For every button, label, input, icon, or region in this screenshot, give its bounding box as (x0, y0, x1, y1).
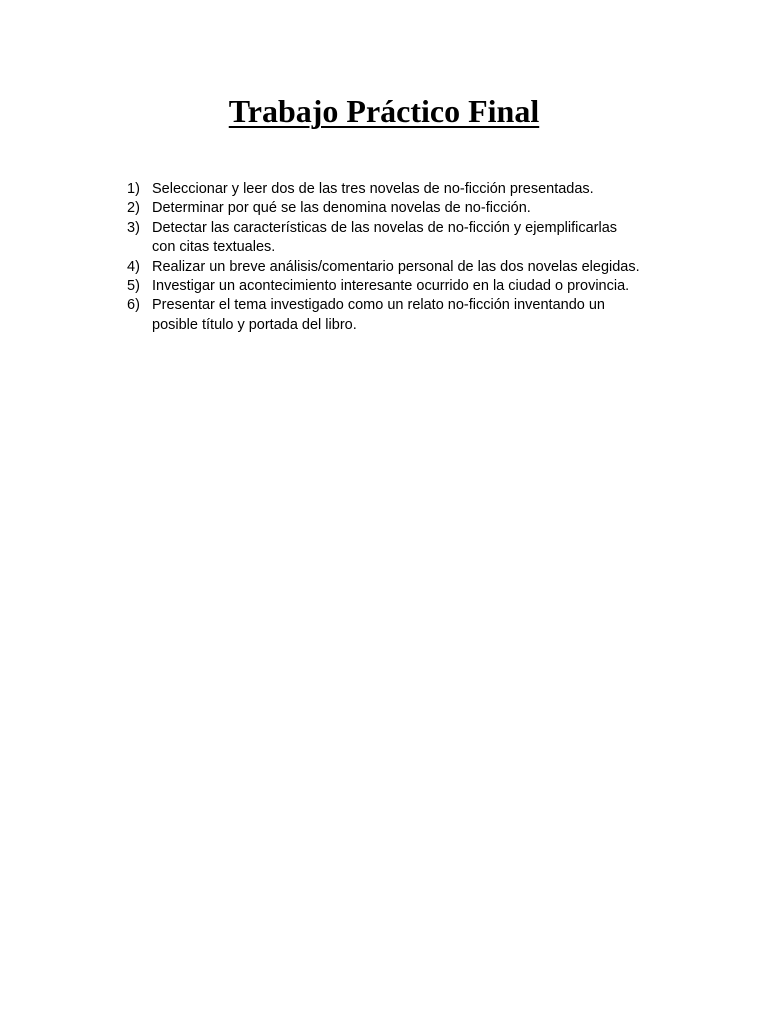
list-item (127, 219, 687, 258)
list-item (127, 180, 687, 199)
list-item-text: Seleccionar y leer dos de las tres novelas de no-ficción presentadas. (152, 181, 594, 197)
list-item-number: 3) (127, 219, 140, 236)
list-item (127, 199, 687, 218)
list-item (127, 258, 687, 277)
list-item (127, 296, 687, 335)
list-item-number: 5) (127, 278, 140, 295)
list-item-text: Realizar un breve análisis/comentario personal de las dos novelas elegidas. (152, 258, 640, 275)
list-item-text: Determinar por qué se las denomina novelas de no-ficción. (152, 200, 531, 217)
task-list (127, 180, 687, 335)
list-item (127, 277, 687, 296)
list-item-number: 4) (127, 258, 140, 275)
list-item-number: 1) (127, 181, 140, 197)
list-item-text: Presentar el tema investigado como un relato no-ficción inventando un posible título y portada del libro. (152, 297, 605, 333)
list-item-text: Detectar las características de las novelas de no-ficción y ejemplificarlas con citas textuales. (152, 219, 618, 256)
document-title: Trabajo Práctico Final (228, 93, 540, 129)
list-item-number: 2) (127, 200, 140, 217)
list-item-number: 6) (127, 297, 140, 314)
list-item-text: Investigar un acontecimiento interesante ocurrido en la ciudad o provincia. (152, 278, 630, 295)
